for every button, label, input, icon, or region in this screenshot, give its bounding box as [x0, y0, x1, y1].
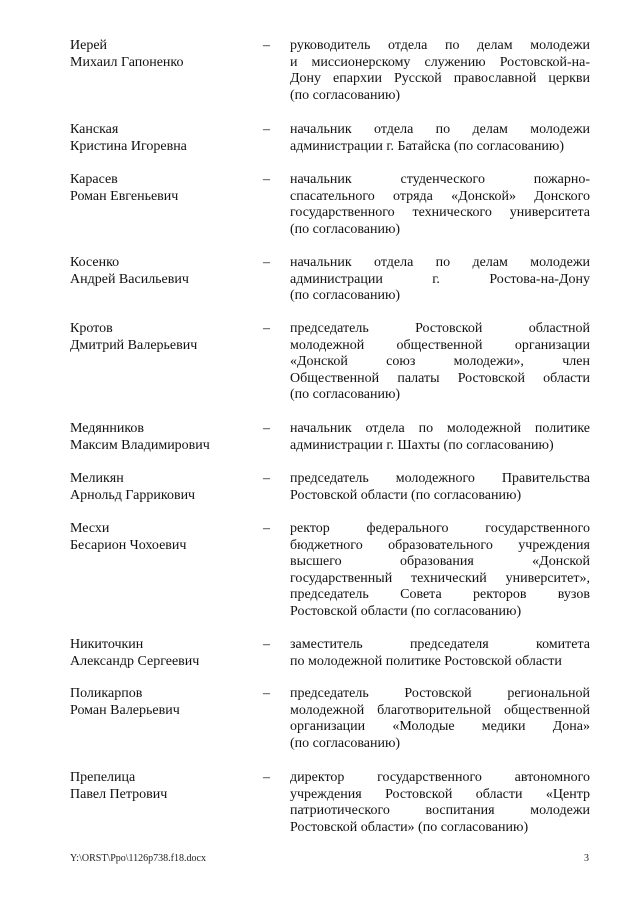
member-name: [70, 321, 245, 354]
member-given-names: Бесарион Чохоевич: [70, 537, 187, 553]
role-line: руководитель отдела по делам молодежи: [290, 38, 590, 53]
role-line: «Донской союз молодежи», член: [290, 354, 590, 369]
footer-page-number: 3: [584, 853, 589, 864]
member-surname: Кротов: [70, 321, 113, 336]
role-line: Ростовской области» (по согласованию): [290, 819, 529, 835]
entry-dash: –: [263, 637, 270, 652]
member-given-names: Александр Сергеевич: [70, 653, 200, 669]
member-name: [70, 686, 245, 719]
member-given-names: Роман Евгеньевич: [70, 188, 179, 204]
role-line: спасательного отряда «Донской» Донского: [290, 188, 590, 204]
member-surname: Меликян: [70, 471, 124, 486]
role-line: организации «Молодые медики Дона»: [290, 719, 590, 734]
role-line: председатель Ростовской региональной: [290, 686, 590, 701]
member-name: [70, 421, 245, 454]
member-role: [290, 321, 590, 404]
role-line: молодежной благотворительной общественной: [290, 702, 590, 718]
role-line: высшего образования «Донской: [290, 554, 590, 569]
member-name: [70, 38, 245, 71]
entry-dash: –: [263, 686, 270, 701]
member-surname: Канская: [70, 122, 119, 137]
role-line: молодежной общественной организации: [290, 337, 590, 353]
member-surname: Карасев: [70, 172, 118, 187]
entry-dash: –: [263, 770, 270, 785]
role-line: председатель молодежного Правительства: [290, 471, 590, 486]
role-line: государственного технического университета: [290, 205, 590, 220]
role-line: учреждения Ростовской области «Центр: [290, 786, 590, 802]
member-role: [290, 421, 590, 454]
member-given-names: Максим Владимирович: [70, 437, 210, 453]
role-line: начальник отдела по делам молодежи: [290, 122, 590, 137]
member-name: [70, 471, 245, 504]
role-line: Общественной палаты Ростовской области: [290, 370, 590, 386]
member-role: [290, 686, 590, 752]
member-surname: Препелица: [70, 770, 136, 785]
role-line: начальник отдела по делам молодежи: [290, 255, 590, 270]
member-name: [70, 172, 245, 205]
role-line: (по согласованию): [290, 288, 401, 303]
role-line: Ростовской области (по согласованию): [290, 603, 522, 619]
member-surname: Поликарпов: [70, 686, 143, 701]
member-role: [290, 122, 590, 155]
member-role: [290, 637, 590, 670]
role-line: (по согласованию): [290, 87, 401, 103]
member-given-names: Павел Петрович: [70, 786, 168, 802]
entry-dash: –: [263, 122, 270, 137]
role-line: бюджетного образовательного учреждения: [290, 537, 590, 553]
member-name: [70, 122, 245, 155]
role-line: директор государственного автономного: [290, 770, 590, 785]
entry-dash: –: [263, 321, 270, 336]
role-line: по молодежной политике Ростовской области: [290, 653, 562, 669]
role-line: начальник студенческого пожарно-: [290, 172, 590, 187]
member-name: [70, 255, 245, 288]
footer-file-path: Y:\ORST\Ppo\1126p738.f18.docx: [70, 853, 206, 864]
member-given-names: Роман Валерьевич: [70, 702, 180, 718]
member-given-names: Арнольд Гаррикович: [70, 487, 196, 503]
member-given-names: Кристина Игоревна: [70, 138, 187, 154]
entry-dash: –: [263, 521, 270, 536]
role-line: (по согласованию): [290, 221, 401, 237]
role-line: председатель Совета ректоров вузов: [290, 587, 590, 602]
member-role: [290, 38, 590, 104]
member-role: [290, 255, 590, 305]
role-line: Ростовской области (по согласованию): [290, 487, 522, 503]
member-role: [290, 471, 590, 504]
role-line: председатель Ростовской областной: [290, 321, 590, 336]
role-line: Дону епархии Русской православной церкви: [290, 71, 590, 86]
member-role: [290, 172, 590, 238]
member-given-names: Михаил Гапоненко: [70, 54, 184, 70]
role-line: заместитель председателя комитета: [290, 637, 590, 652]
member-name: [70, 770, 245, 803]
member-surname: Косенко: [70, 255, 120, 270]
member-given-names: Андрей Васильевич: [70, 271, 189, 287]
member-surname: Медянников: [70, 421, 145, 436]
member-surname: Месхи: [70, 521, 110, 536]
role-line: (по согласованию): [290, 387, 401, 402]
entry-dash: –: [263, 38, 270, 53]
role-line: администрации г. Батайска (по согласованию): [290, 138, 564, 154]
role-line: (по согласованию): [290, 735, 401, 751]
role-line: администрации г. Шахты (по согласованию): [290, 437, 554, 453]
role-line: государственный технический университет»,: [290, 570, 590, 586]
entry-dash: –: [263, 471, 270, 486]
member-name: [70, 521, 245, 554]
member-role: [290, 770, 590, 836]
role-line: начальник отдела по молодежной политике: [290, 421, 590, 436]
role-line: ректор федерального государственного: [290, 521, 590, 536]
entry-dash: –: [263, 421, 270, 436]
member-surname: Никиточкин: [70, 637, 144, 652]
member-surname: Иерей: [70, 38, 108, 53]
entry-dash: –: [263, 172, 270, 187]
entry-dash: –: [263, 255, 270, 270]
member-role: [290, 521, 590, 620]
member-name: [70, 637, 245, 670]
role-line: и миссионерскому служению Ростовской-на-: [290, 54, 590, 70]
role-line: патриотического воспитания молодежи: [290, 803, 590, 818]
member-given-names: Дмитрий Валерьевич: [70, 337, 198, 353]
role-line: администрации г. Ростова-на-Дону: [290, 271, 590, 287]
